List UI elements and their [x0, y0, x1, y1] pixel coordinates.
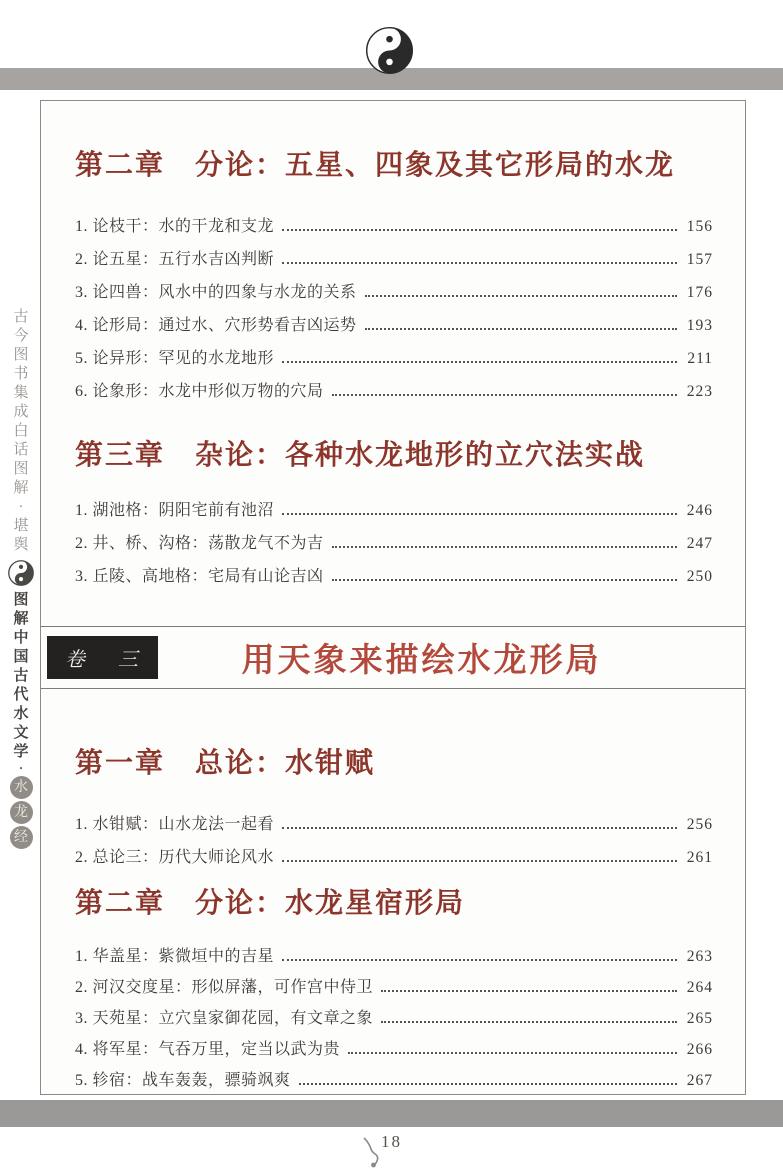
sidebar-char: 舆: [13, 537, 29, 553]
dotted-leader: [282, 513, 677, 515]
toc-row: [75, 203, 713, 236]
toc-row: [75, 997, 713, 1028]
sidebar-char: 话: [13, 442, 29, 458]
toc-row: [75, 1059, 713, 1090]
dotted-leader: [282, 959, 677, 961]
toc-entry-label: 2. 论五星：五行水吉凶判断: [75, 251, 275, 268]
toc-list: [75, 935, 713, 1090]
toc-page-number: 250: [686, 568, 713, 585]
dotted-leader: [332, 394, 677, 396]
sidebar-char: 图: [13, 592, 29, 608]
sidebar-char: 水: [13, 706, 29, 722]
sidebar-char: 堪: [13, 518, 29, 534]
toc-page-number: 261: [686, 849, 713, 866]
sidebar-char: 解: [13, 480, 29, 496]
toc-row: [75, 368, 713, 401]
dotted-leader: [348, 1052, 677, 1054]
sidebar-char: 古: [13, 668, 29, 684]
toc-entry-label: 3. 丘陵、高地格：宅局有山论吉凶: [75, 568, 324, 585]
toc-list: [75, 203, 713, 401]
toc-page-number: 156: [686, 218, 713, 235]
sidebar-char: 代: [13, 687, 29, 703]
content-box: [40, 100, 746, 1095]
toc-list: [75, 487, 713, 586]
toc-page-number: 223: [686, 383, 713, 400]
sidebar-book-title: [13, 591, 28, 762]
dotted-leader: [381, 1021, 677, 1023]
sidebar-char: 集: [13, 385, 29, 401]
dotted-leader: [282, 229, 677, 231]
dotted-leader: [282, 827, 677, 829]
dotted-leader: [282, 361, 677, 363]
toc-page-number: 157: [686, 251, 713, 268]
toc-page-number: 246: [686, 502, 713, 519]
toc-page-number: 266: [686, 1041, 713, 1058]
sidebar-char: 文: [13, 725, 29, 741]
toc-entry-label: 6. 论象形：水龙中形似万物的穴局: [75, 383, 324, 400]
toc-row: [75, 935, 713, 966]
toc-entry-label: 2. 总论三：历代大师论风水: [75, 849, 275, 866]
sidebar-char: 图: [13, 347, 29, 363]
sidebar: [5, 308, 37, 849]
toc-entry-label: 4. 将军星：气吞万里，定当以武为贵: [75, 1041, 341, 1058]
volume-banner: [41, 626, 745, 689]
toc-page-number: 193: [686, 317, 713, 334]
dotted-leader: [332, 579, 677, 581]
sidebar-char: 今: [13, 328, 29, 344]
sidebar-badge-char: 水: [10, 776, 33, 799]
toc-entry-label: 4. 论形局：通过水、穴形势看吉凶运势: [75, 317, 357, 334]
toc-page-number: 264: [686, 979, 713, 996]
dotted-leader: [332, 546, 677, 548]
toc-list: [75, 801, 713, 867]
chapter-heading: 第二章 分论：五星、四象及其它形局的水龙: [75, 150, 676, 181]
toc-row: [75, 801, 713, 834]
sidebar-char: 古: [13, 309, 29, 325]
chapter-heading: 第二章 分论：水龙星宿形局: [75, 888, 466, 919]
toc-page-number: 256: [686, 816, 713, 833]
sidebar-char: ·: [18, 499, 24, 515]
toc-row: [75, 236, 713, 269]
toc-row: [75, 269, 713, 302]
toc-page-number: 265: [686, 1010, 713, 1027]
dotted-leader: [282, 860, 677, 862]
toc-row: [75, 520, 713, 553]
dotted-leader: [282, 262, 677, 264]
chapter-heading: 第三章 杂论：各种水龙地形的立穴法实战: [75, 440, 646, 471]
sidebar-char: 成: [13, 404, 29, 420]
volume-title: 用天象来描绘水龙形局: [241, 643, 602, 679]
toc-entry-label: 5. 论异形：罕见的水龙地形: [75, 350, 275, 367]
toc-page-number: 176: [686, 284, 713, 301]
toc-entry-label: 1. 湖池格：阴阳宅前有池沼: [75, 502, 275, 519]
toc-row: [75, 302, 713, 335]
toc-entry-label: 3. 天苑星：立穴皇家御花园，有文章之象: [75, 1010, 374, 1027]
toc-page-number: 267: [686, 1072, 713, 1089]
toc-row: [75, 553, 713, 586]
dotted-leader: [365, 295, 677, 297]
sidebar-char: 图: [13, 461, 29, 477]
page-number: 18: [381, 1132, 402, 1151]
toc-page-number: 211: [687, 350, 713, 367]
sidebar-badge-char: 龙: [10, 801, 33, 824]
toc-row: [75, 335, 713, 368]
sidebar-badge-char: 经: [10, 826, 33, 849]
dotted-leader: [365, 328, 677, 330]
toc-entry-label: 1. 论枝干：水的干龙和支龙: [75, 218, 275, 235]
sidebar-char: 解: [13, 611, 29, 627]
toc-entry-label: 5. 轸宿：战车轰轰，骠骑飒爽: [75, 1072, 291, 1089]
toc-entry-label: 2. 河汉交度星：形似屏藩，可作宫中侍卫: [75, 979, 374, 996]
toc-row: [75, 487, 713, 520]
sidebar-char: 国: [13, 649, 29, 665]
toc-row: [75, 966, 713, 997]
bottom-band: [0, 1100, 783, 1127]
dotted-leader: [299, 1083, 677, 1085]
toc-entry-label: 3. 论四兽：风水中的四象与水龙的关系: [75, 284, 357, 301]
toc-page-number: 263: [686, 948, 713, 965]
volume-label: 卷 三: [47, 636, 158, 679]
toc-entry-label: 1. 水钳赋：山水龙法一起看: [75, 816, 275, 833]
yinyang-icon: [366, 27, 413, 74]
toc-page-number: 247: [686, 535, 713, 552]
toc-row: [75, 834, 713, 867]
chapter-heading: 第一章 总论：水钳赋: [75, 748, 376, 779]
sidebar-series-title: [13, 308, 28, 555]
sidebar-char: 学: [13, 744, 29, 760]
dotted-leader: [381, 990, 677, 992]
sidebar-char: 中: [13, 630, 29, 646]
toc-entry-label: 1. 华盖星：紫微垣中的吉星: [75, 948, 275, 965]
sidebar-char: 书: [13, 366, 29, 382]
toc-entry-label: 2. 井、桥、沟格：荡散龙气不为吉: [75, 535, 324, 552]
sidebar-char: 白: [13, 423, 29, 439]
yinyang-icon: [8, 560, 34, 586]
toc-row: [75, 1028, 713, 1059]
sidebar-separator-dot: ·: [18, 761, 23, 775]
